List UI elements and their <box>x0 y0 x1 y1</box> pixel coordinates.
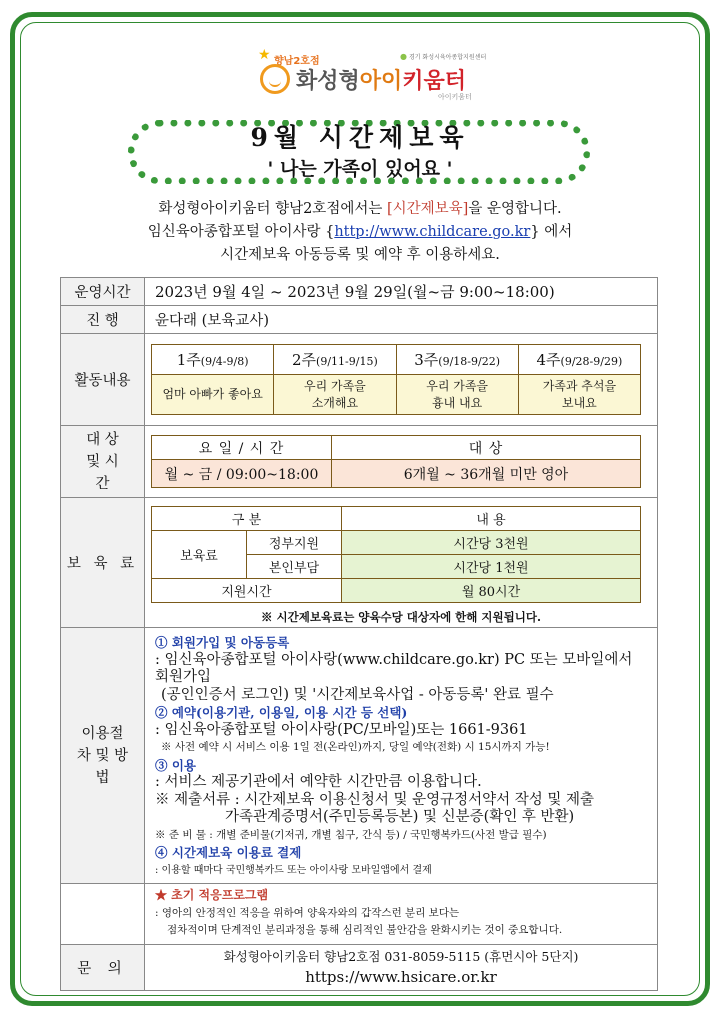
fee-support-value: 월 80시간 <box>342 579 641 603</box>
smile-face-icon <box>260 64 290 94</box>
intro-text: 화성형아이키움터 향남2호점에서는 [시간제보육]을 운영합니다. 임신육아종합포털 아이사랑 {http://www.childcare.go.kr} 에서 시간제보육 아동등록 및 예약 후 이용하세요. <box>147 201 573 263</box>
fee-self-label: 본인부담 <box>247 555 342 579</box>
activity-label: 활동내용 <box>61 334 145 426</box>
step-1-title: ① 회원가입 및 아동등록 <box>155 635 290 650</box>
fee-label: 보 육 료 <box>61 498 145 628</box>
fee-type: 보육료 <box>152 531 247 579</box>
adapt-title: ★ 초기 적응프로그램 <box>155 888 269 902</box>
teacher-value: 윤다래 (보육교사) <box>145 306 658 334</box>
target-header: 대 상 <box>332 436 641 460</box>
fee-cat-header: 구 분 <box>152 507 342 531</box>
fee-support-label: 지원시간 <box>152 579 342 603</box>
week-2-header: 2주(9/11-9/15) <box>274 345 396 375</box>
logo-small: 아이키움터 <box>438 93 472 101</box>
fee-content-header: 내 용 <box>342 507 641 531</box>
week-3-content: 우리 가족을 흉내 내요 <box>396 375 518 415</box>
contact-info <box>145 944 658 990</box>
hours-label: 운영시간 <box>61 278 145 306</box>
childcare-link[interactable]: http://www.childcare.go.kr <box>334 224 531 240</box>
intro-highlight: [시간제보육] <box>386 201 469 217</box>
fee-note: ※ 시간제보육료는 양육수당 대상자에 한해 지원됩니다. <box>261 610 541 624</box>
contact-phone: 화성형아이키움터 향남2호점 031-8059-5115 (휴먼시아 5단지) <box>223 949 579 964</box>
target-time: 월 ~ 금 / 09:00~18:00 <box>152 460 332 488</box>
procedure-content: ① 회원가입 및 아동등록 : 임신육아종합포털 아이사랑(www.childcare.go.kr) PC 또는 모바일에서 회원가입 (공인인증서 로그인) 및 '시간제보육사업 - 아동등록' 완료 필수 ② 예약(이용기관, 이용일, 이용 시간 등 선택) : 임신육아종합포털 아이사랑(PC/모바일)또는 1661-9361 ※ 사전 예약 시 서비스 이용 1일 전(온라인)까지, 당일 예약(전화) 시 15시까지 가능! ③ 이용 : 서비스 제공기관에서 예약한 시간만큼 이용합니다. ※ 제출서류 : 시간제보육 이용신청서 및 운영규정서약서 작성 및 제출 가족관계증명서(주민등록등본) 및 신분증(확인 후 반환) ※ 준 비 물 : 개별 준비물(기저귀, 개별 침구, 간식 등) / 국민행복카드(사전 발급 필수) ④ 시간제보육 이용료 결제 : 이용할 때마다 국민행복카드 또는 아이사랑 모바일앱에서 결제 <box>145 628 658 884</box>
star-icon: ★ <box>258 47 271 63</box>
contact-label: 문 의 <box>61 944 145 990</box>
week-4-header: 4주(9/28-9/29) <box>518 345 640 375</box>
week-1-content: 엄마 아빠가 좋아요 <box>152 375 274 415</box>
teacher-label: 진 행 <box>61 306 145 334</box>
week-2-content: 우리 가족을 소개해요 <box>274 375 396 415</box>
page-subtitle: ' 나는 가족이 있어요 ' <box>267 158 453 180</box>
week-4-content: 가족과 추석을 보내요 <box>518 375 640 415</box>
target-table <box>151 435 641 488</box>
page-title: 9월 시간제보육 <box>250 123 470 152</box>
step-3-title: ③ 이용 <box>155 757 197 773</box>
info-table <box>60 277 658 991</box>
logo-branch: 향남2호점 <box>274 56 320 67</box>
target-time-header: 요 일 / 시 간 <box>152 436 332 460</box>
target-label: 대 상 및 시 간 <box>61 426 145 498</box>
step-4-title: ④ 시간제보육 이용료 결제 <box>155 845 302 860</box>
activity-table <box>151 344 641 415</box>
fee-gov-value: 시간당 3천원 <box>342 531 641 555</box>
procedure-label: 이용절차 및 방법 <box>61 628 145 884</box>
target-age: 6개월 ~ 36개월 미만 영아 <box>332 460 641 488</box>
logo-partner: ● 경기 화성시육아종합지원센터 <box>400 52 486 61</box>
adapt-program: ★ 초기 적응프로그램 : 영아의 안정적인 적응을 위하여 양육자와의 갑작스런 분리 보다는 점차적이며 단계적인 분리과정을 통해 심리적인 불안감을 완화시키는 것이 중요합니다. <box>145 884 658 945</box>
logo <box>258 47 498 110</box>
fee-gov-label: 정부지원 <box>247 531 342 555</box>
fee-table <box>151 506 641 603</box>
week-3-header: 3주(9/18-9/22) <box>396 345 518 375</box>
fee-self-value: 시간당 1천원 <box>342 555 641 579</box>
hours-value: 2023년 9월 4일 ~ 2023년 9월 29일(월~금 9:00~18:00) <box>145 278 658 306</box>
week-1-header: 1주(9/4-9/8) <box>152 345 274 375</box>
contact-website[interactable]: https://www.hsicare.or.kr <box>305 968 497 986</box>
step-2-title: ② 예약(이용기관, 이용일, 이용 시간 등 선택) <box>155 705 408 720</box>
logo-name: 화성형아이키움터 <box>296 69 467 94</box>
